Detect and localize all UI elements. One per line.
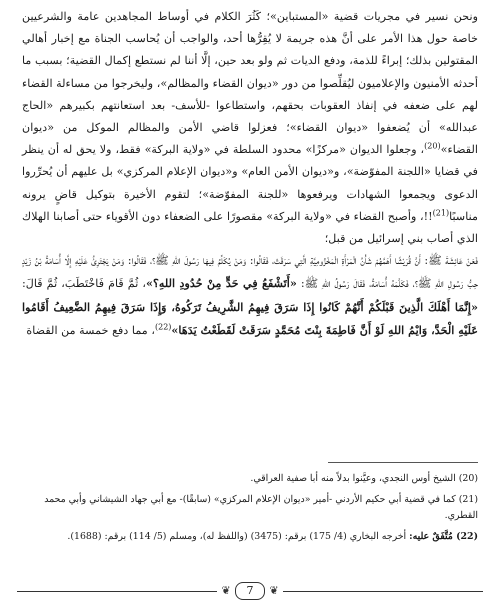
page-footer-ornament — [0, 582, 500, 600]
ornament-line-right — [283, 591, 483, 592]
footnote-ref-22[interactable]: (22) — [154, 322, 172, 332]
footnote-22-label: (22) مُتَّفَقٌ عليه: — [409, 530, 478, 542]
footnotes — [22, 471, 478, 549]
hadith-quote-2: «إِنَّمَا أَهْلَكَ الَّذِينَ قَبْلَكُمْ أَنَّهُمْ كَانُوا إِذَا سَرَقَ فِيهِمُ الشَّرِيفُ تَرَكُوهُ، وَإِذَا سَرَقَ فِيهِمُ الضَّعِيفُ أَقَامُوا عَلَيْهِ الْحَدَّ، وَايْمُ اللهِ لَوْ أَنَّ فَاطِمَةَ بِنْتَ مُحَمَّدٍ سَرَقَتْ لَقَطَعْتُ يَدَهَا» — [22, 299, 478, 337]
ornament-leaf-icon: ❦ — [221, 584, 231, 597]
main-text — [22, 6, 478, 342]
paragraph-2-tail: ، مما دفع خمسة من القضاة — [26, 323, 155, 337]
ornament-line-left — [17, 591, 217, 592]
footnote-divider — [328, 462, 478, 463]
footnote-22 — [22, 529, 478, 546]
hadith-narration-mid: ، ثُمَّ قَامَ فَاخْتَطَبَ، ثُمَّ قَالَ: — [22, 277, 146, 291]
hadith-quote-1: «أَتَشْفَعُ فِي حَدٍّ مِنْ حُدُودِ اللهِ؟» — [145, 276, 297, 291]
paragraph-2 — [22, 250, 478, 342]
footnote-ref-20[interactable]: (20) — [424, 141, 441, 151]
paragraph-1-part-a: ونحن نسير في مجريات قضية «المستباين»؛ كَثُرَ الكلام في أوساط المجاهدين عامة والشرعيين خاصة حول هذا الأمر على أنَّ هذه جريمة لا يُقِرُّها أحد، والواجب أن يُحاسب الجناة مع إخبار أهالي المقتولين بذلك؛ إبراءً للذمة، ودفع الديات ثم ولو بعد حين، إلَّا أننا لم نستطع إكمال القضية؛ بسبب ما أحدثه الأمنيون والإعلاميون ليُقلِّصوا من دور «ديوان القضاء والمظالم»، وليخرجوا من مساءلة القضاء لهم على ضعفه في إنفاذ العقوبات بحقهم، واستطاعوا -للأسف- بعد استعانتهم بكبيرهم «الحاج عبدالله» أن يُضعفوا «ديوان القضاء»؛ فعزلوا قاضي الأمن والمظالم الموكل من «ديوان القضاء» — [22, 10, 478, 157]
ornament-leaf-icon: ❦ — [269, 584, 279, 597]
footnote-22-text: أخرجه البخاري (4/ 175) برقم: (3475) (واللفظ له)، ومسلم (5/ 114) برقم: (1688). — [67, 530, 410, 542]
paragraph-1-part-c: !!، وأصبح القضاء في «ولاية البركة» مقصورًا على الضعفاء دون الأقوياء حتى أصابنا الهلاك الذي أصاب بني إسرائيل من قبل؛ — [22, 209, 478, 246]
hadith-narration: فَعَنْ عَائِشَةَ ﷺ: أَنَّ قُرَيْشًا أَهَمَّهُمْ شَأْنُ الْمَرْأَةِ الْمَخْزُومِيَّةِ الَّتِي سَرَقَتْ، فَقَالُوا: وَمَنْ يُكَلِّمُ فِيهَا رَسُولَ اللهِ ﷺ؟، فَقَالُوا: وَمَنْ يَجْتَرِئُ عَلَيْهِ إِلَّا أُسَامَةُ بْنُ زَيْدٍ حِبُّ رَسُولِ اللهِ ﷺ؟، فَكَلَّمَهُ أُسَامَةُ، فَقَالَ رَسُولُ اللهِ ﷺ: — [22, 254, 479, 291]
paragraph-1-part-b: ، وجعلوا الديوان «مركزًا» محدود السلطة في «ولاية البركة» فقط، ولا يحق له أن ينظر في قضايا «اللجنة المفوّضة»، و«ديوان الأمن العام» و«ديوان الإعلام المركزي» بل عليهم أن يُحرِّروا الدعوى ويجمعوا الشهادات ويرفعوها «للجنة المفوّضة»؛ لتقوم الأخيرة بتوكيل قاضٍ يرونه مناسبًا — [22, 143, 478, 223]
paragraph-1 — [22, 6, 478, 250]
page-number: 7 — [235, 582, 265, 600]
footnote-ref-21[interactable]: (21) — [432, 208, 450, 218]
footnote-20: (20) الشيخ أوس النجدي، وعيَّنوا بدلاً منه أبا صفية العراقي. — [250, 473, 478, 484]
footnote-21: (21) كما في قضية أبي حكيم الأردني -أمير «ديوان الإعلام المركزي» (سابقًا)- مع أبي جهاد الشيشاني وأبي محمد القطري. — [44, 493, 478, 521]
